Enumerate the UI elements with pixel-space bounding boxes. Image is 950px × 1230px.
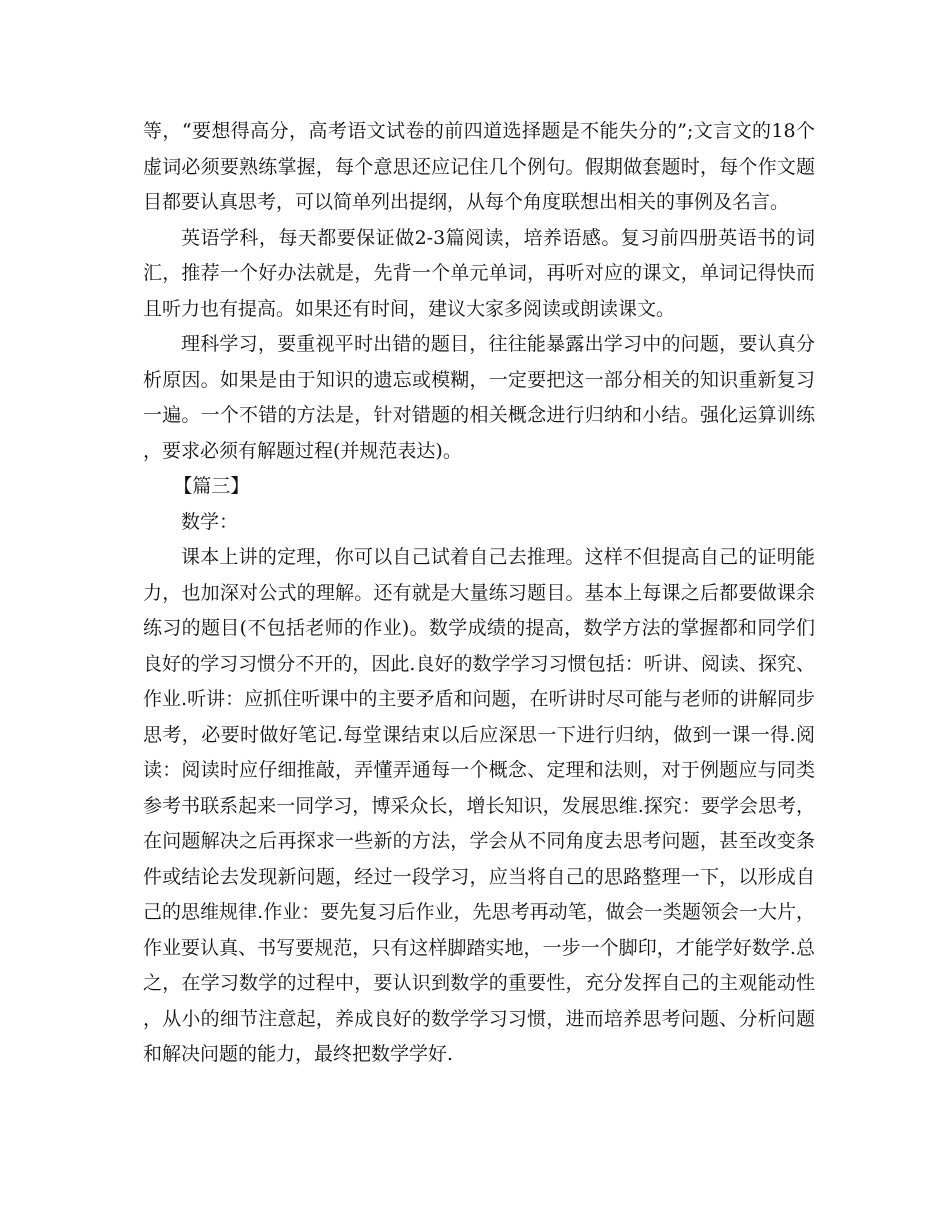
paragraph-science-study: 理科学习，要重视平时出错的题目，往往能暴露出学习中的问题，要认真分析原因。如果是由于知识的遗忘或模糊，一定要把这一部分相关的知识重新复习一遍。一个不错的方法是，针对错题的相关概念进行归纳和小结。强化运算训练，要求必须有解题过程(并规范表达)。 [143,333,815,462]
document-body [143,114,815,1073]
paragraph-english-study: 英语学科，每天都要保证做2-3篇阅读，培养语感。复习前四册英语书的词汇，推荐一个好办法就是，先背一个单元单词，再听对应的课文，单词记得快而且听力也有提高。如果还有时间，建议大家多阅读或朗读课文。 [143,226,815,320]
paragraph-math-study: 课本上讲的定理，你可以自己试着自己去推理。这样不但提高自己的证明能力，也加深对公式的理解。还有就是大量练习题目。基本上每课之后都要做课余练习的题目(不包括老师的作业)。数学成绩的提高，数学方法的掌握都和同学们良好的学习习惯分不开的，因此.良好的数学学习习惯包括：听讲、阅读、探究、作业.听讲：应抓住听课中的主要矛盾和问题，在听讲时尽可能与老师的讲解同步思考，必要时做好笔记.每堂课结束以后应深思一下进行归纳，做到一课一得.阅读：阅读时应仔细推敲，弄懂弄通每一个概念、定理和法则，对于例题应与同类参考书联系起来一同学习，博采众长，增长知识，发展思维.探究：要学会思考，在问题解决之后再探求一些新的方法，学会从不同角度去思考问题，甚至改变条件或结论去发现新问题，经过一段学习，应当将自己的思路整理一下，以形成自己的思维规律.作业：要先复习后作业，先思考再动笔，做会一类题领会一大片，作业要认真、书写要规范，只有这样脚踏实地，一步一个脚印，才能学好数学.总之，在学习数学的过程中，要认识到数学的重要性，充分发挥自己的主观能动性，从小的细节注意起，养成良好的数学学习习惯，进而培养思考问题、分析问题和解决问题的能力，最终把数学学好. [143,546,815,1065]
section-heading-part-three: 【篇三】 [173,475,250,497]
paragraph-chinese-study: 等，“要想得高分，高考语文试卷的前四道选择题是不能失分的”;文言文的18个虚词必须要熟练掌握，每个意思还应记住几个例句。假期做套题时，每个作文题目都要认真思考，可以简单列出提纲，从每个角度联想出相关的事例及名言。 [143,120,815,213]
subheading-math: 数学： [181,510,239,533]
